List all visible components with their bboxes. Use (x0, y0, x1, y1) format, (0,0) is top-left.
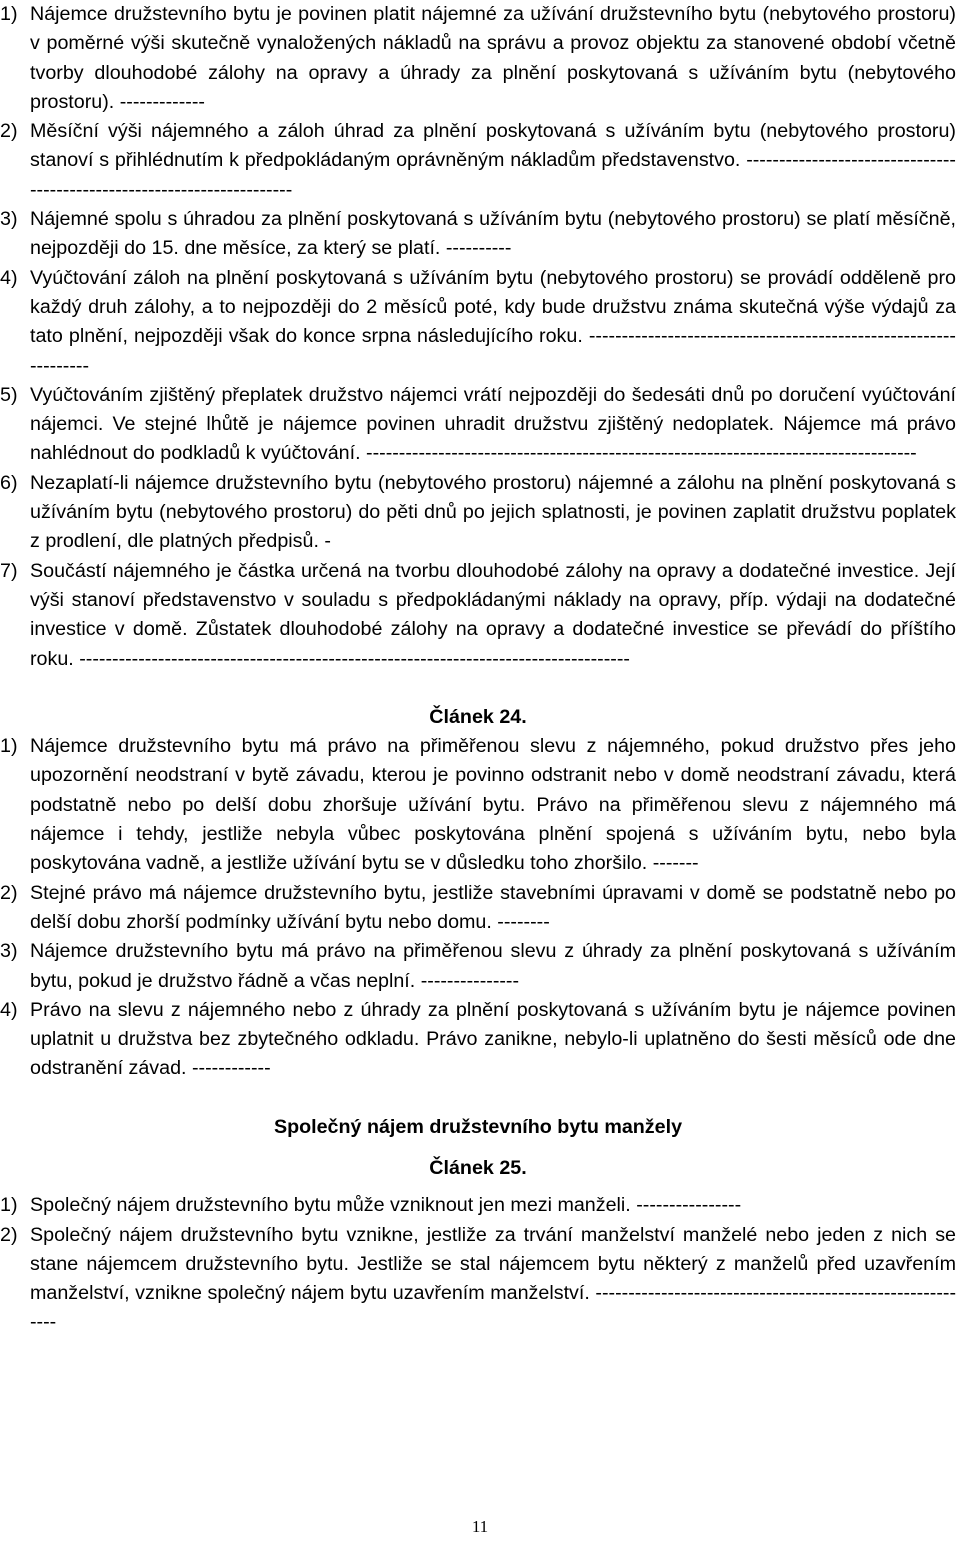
paragraph-text: Měsíční výši nájemného a záloh úhrad za plnění poskytovaná s užíváním bytu (nebytového prostoru) stanoví s přihlédnutím k předpokládaným oprávněným nákladům představenstvo. ------------------------------------------------------------------------ (30, 120, 956, 201)
article-24-heading: Článek 24. (429, 705, 527, 728)
paragraph-number: 1) (0, 1194, 18, 1217)
paragraph-24-4 (0, 996, 956, 1084)
paragraph-text: Nájemné spolu s úhradou za plnění poskytovaná s užíváním bytu (nebytového prostoru) se platí měsíčně, nejpozději do 15. dne měsíce, za který se platí. ---------- (30, 208, 956, 260)
article-23-paragraphs (0, 0, 956, 674)
paragraph-number: 4) (0, 266, 18, 289)
paragraph-number: 7) (0, 559, 18, 582)
paragraph-23-1 (0, 0, 956, 117)
paragraph-text: Stejné právo má nájemce družstevního bytu, jestliže stavebními úpravami v domě se podstatně nebo po delší dobu zhorší podmínky užívání bytu nebo domu. -------- (30, 881, 956, 933)
paragraph-number: 6) (0, 471, 18, 494)
paragraph-text: Nájemce družstevního bytu má právo na přiměřenou slevu z úhrady za plnění poskytovaná s užíváním bytu, pokud je družstvo řádně a včas neplní. --------------- (30, 940, 956, 992)
paragraph-number: 2) (0, 1223, 18, 1246)
paragraph-text: Nájemce družstevního bytu má právo na přiměřenou slevu z nájemného, pokud družstvo přes jeho upozornění neodstraní v bytě závadu, kterou je povinno odstranit nebo v domě neodstraní závadu, která podstatně nebo po delší dobu zhoršuje užívání bytu. Právo na přiměřenou slevu z nájemného má nájemce i tehdy, jestliže nebyla vůbec poskytována plnění spojená s užíváním bytu, nebo byla poskytována vadně, a jestliže užívání bytu se v důsledku toho zhoršilo. ------- (30, 735, 956, 875)
paragraph-25-1 (0, 1191, 956, 1220)
paragraph-23-3 (0, 205, 956, 264)
paragraph-text: Právo na slevu z nájemného nebo z úhrady za plnění poskytovaná s užíváním bytu je nájemce povinen uplatnit u družstva bez zbytečného odkladu. Právo zanikne, nebylo-li uplatněno do šesti měsíců ode dne odstranění závad. ------------ (30, 998, 956, 1080)
paragraph-number: 5) (0, 383, 18, 406)
paragraph-text: Nájemce družstevního bytu je povinen platit nájemné za užívání družstevního bytu (nebytového prostoru) v poměrné výši skutečně vynaložených nákladů na správu a provoz objektu za stanovené období včetně tvorby dlouhodobé zálohy na opravy a úhrady za plnění poskytovaná s užíváním bytu (nebytového prostoru). ------------- (30, 3, 956, 113)
paragraph-23-5 (0, 381, 956, 469)
paragraph-23-2 (0, 117, 956, 205)
paragraph-text: Společný nájem družstevního bytu vznikne, jestliže za trvání manželství manželé nebo jeden z nich se stane nájemcem družstevního bytu. Jestliže se stal nájemcem bytu některý z manželů před uzavřením manželství, vznikne společný nájem bytu uzavřením manželství. ----------------------------------------------------------- (30, 1223, 956, 1334)
paragraph-text: Nezaplatí-li nájemce družstevního bytu (nebytového prostoru) nájemné a zálohu na plnění poskytovaná s užíváním bytu (nebytového prostoru) do pěti dnů po jejich splatnosti, je povinen zaplatit družstvu poplatek z prodlení, dle platných předpisů. - (30, 471, 956, 553)
paragraph-23-7 (0, 557, 956, 674)
paragraph-23-4 (0, 264, 956, 381)
paragraph-text: Součástí nájemného je částka určená na tvorbu dlouhodobé zálohy na opravy a dodatečné investice. Její výši stanoví představenstvo v souladu s předpokládanými náklady na opravy, příp. výdaji na dodatečné investice v domě. Zůstatek dlouhodobé zálohy na opravy a dodatečné investice se převádí do příštího roku. ------------------------------------------------------------------------------------ (30, 559, 956, 670)
section-title: Společný nájem družstevního bytu manžely (273, 1115, 683, 1138)
paragraph-text: Vyúčtováním zjištěný přeplatek družstvo nájemci vrátí nejpozději do šedesáti dnů po doručení vyúčtování nájemci. Ve stejné lhůtě je nájemce povinen uhradit družstvu zjištěný nedoplatek. Nájemce má právo nahlédnout do podkladů k vyúčtování. ------------------------------------------------------------------------------------ (30, 383, 956, 465)
paragraph-number: 3) (0, 940, 18, 963)
page-number: 11 (471, 1517, 489, 1536)
paragraph-number: 4) (0, 998, 18, 1021)
paragraph-text: Společný nájem družstevního bytu může vzniknout jen mezi manželi. ---------------- (30, 1194, 742, 1217)
paragraph-number: 2) (0, 881, 18, 904)
paragraph-24-2 (0, 879, 956, 938)
article-24-paragraphs (0, 732, 956, 1084)
paragraph-number: 3) (0, 208, 18, 231)
paragraph-25-2 (0, 1221, 956, 1338)
article-25-paragraphs (0, 1191, 956, 1337)
paragraph-24-3 (0, 937, 956, 996)
paragraph-number: 1) (0, 735, 18, 758)
paragraph-23-6 (0, 469, 956, 557)
paragraph-24-1 (0, 732, 956, 878)
paragraph-text: Vyúčtování záloh na plnění poskytovaná s užíváním bytu (nebytového prostoru) se provádí odděleně pro každý druh zálohy, a to nejpozději do 2 měsíců poté, kdy bude družstvu známa skutečná výše výdajů za tato plnění, nejpozději však do konce srpna následujícího roku. ----------------------------------------------------------------- (30, 266, 956, 377)
article-25-heading: Článek 25. (429, 1156, 527, 1179)
paragraph-number: 1) (0, 3, 18, 25)
paragraph-number: 2) (0, 120, 18, 143)
